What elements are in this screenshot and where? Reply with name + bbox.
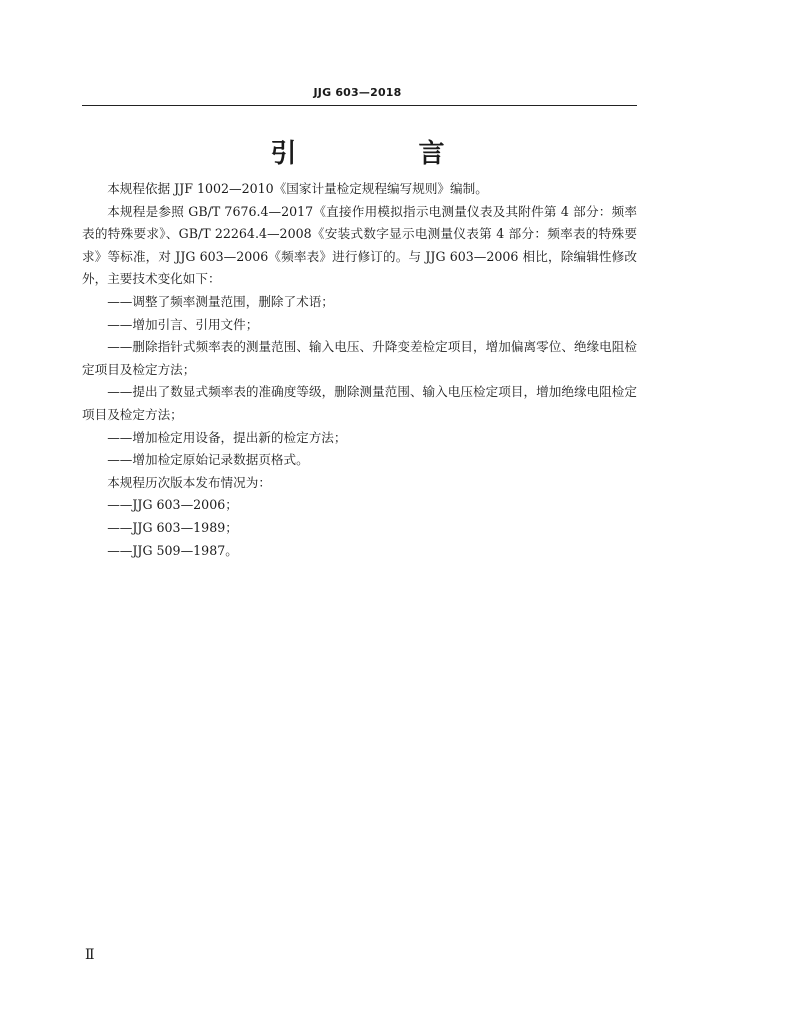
change-item: ——增加引言、引用文件； bbox=[107, 316, 259, 332]
document-code-header: JJG 603—2018 bbox=[313, 86, 402, 99]
header-divider bbox=[82, 105, 637, 106]
page-number: Ⅱ bbox=[85, 947, 95, 963]
version-item: ——JJG 603—1989； bbox=[107, 519, 238, 535]
change-item: ——调整了频率测量范围，删除了术语； bbox=[107, 293, 334, 309]
version-item: ——JJG 509—1987。 bbox=[107, 542, 238, 558]
version-item: ——JJG 603—2006； bbox=[107, 497, 238, 513]
body-text bbox=[82, 178, 637, 562]
change-item: ——增加检定用设备，提出新的检定方法； bbox=[107, 429, 347, 445]
change-item: ——增加检定原始记录数据页格式。 bbox=[107, 452, 309, 468]
page-title: 引 言 bbox=[270, 139, 493, 169]
paragraph-version-history: 本规程历次版本发布情况为： bbox=[107, 474, 271, 490]
paragraph-basis: 本规程依据 JJF 1002—2010《国家计量检定规程编写规则》编制。 bbox=[107, 181, 488, 196]
change-item: ——提出了数显式频率表的准确度等级，删除测量范围、输入电压检定项目，增加绝缘电阻检定项目及检定方法； bbox=[82, 384, 637, 422]
change-item: ——删除指针式频率表的测量范围、输入电压、升降变差检定项目，增加偏离零位、绝缘电阻检定项目及检定方法； bbox=[82, 339, 637, 377]
paragraph-revision-reference: 本规程是参照 GB/T 7676.4—2017《直接作用模拟指示电测量仪表及其附件第 4 部分：频率表的特殊要求》、GB/T 22264.4—2008《安装式数字显示电测量仪表第 4 部分：频率表的特殊要求》等标准，对 JJG 603—2006《频率表》进行修订的。与 JJG 603—2006 相比，除编辑性修改外，主要技术变化如下： bbox=[82, 203, 637, 287]
